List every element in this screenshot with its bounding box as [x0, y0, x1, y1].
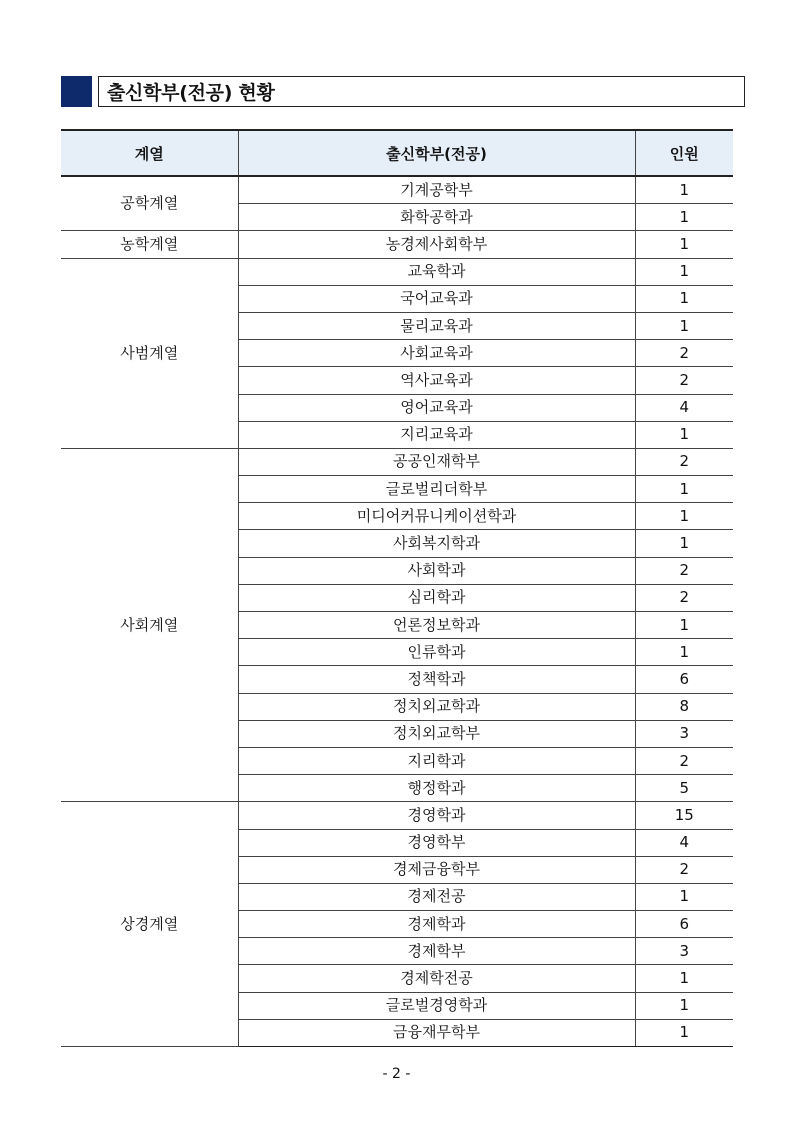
department-cell: 미디어커뮤니케이션학과: [238, 503, 635, 530]
count-cell: 1: [635, 530, 733, 557]
count-cell: 2: [635, 557, 733, 584]
count-cell: 6: [635, 911, 733, 938]
department-cell: 국어교육과: [238, 285, 635, 312]
department-cell: 정치외교학부: [238, 720, 635, 747]
table-row: [61, 231, 733, 258]
page-title: 출신학부(전공) 현황: [107, 82, 275, 104]
count-cell: 1: [635, 312, 733, 339]
header-count: 인원: [635, 130, 733, 176]
department-cell: 역사교육과: [238, 367, 635, 394]
count-cell: 6: [635, 666, 733, 693]
count-cell: 4: [635, 829, 733, 856]
count-cell: 1: [635, 503, 733, 530]
table-row: [61, 176, 733, 204]
category-cell: 공학계열: [61, 176, 238, 231]
department-cell: 경제전공: [238, 883, 635, 910]
count-cell: 1: [635, 965, 733, 992]
department-cell: 지리교육과: [238, 421, 635, 448]
department-cell: 글로벌경영학과: [238, 992, 635, 1019]
count-cell: 2: [635, 856, 733, 883]
count-cell: 1: [635, 176, 733, 204]
category-cell: 상경계열: [61, 802, 238, 1047]
department-cell: 인류학과: [238, 639, 635, 666]
count-cell: 1: [635, 883, 733, 910]
category-cell: 사회계열: [61, 448, 238, 801]
count-cell: 1: [635, 639, 733, 666]
table-row: [61, 448, 733, 475]
category-cell: 사범계열: [61, 258, 238, 448]
department-cell: 사회학과: [238, 557, 635, 584]
table-header-row: [61, 130, 733, 176]
department-cell: 경영학부: [238, 829, 635, 856]
title-marker-square: [61, 76, 92, 107]
table-body: [61, 176, 733, 1047]
count-cell: 1: [635, 992, 733, 1019]
count-cell: 1: [635, 1019, 733, 1046]
count-cell: 2: [635, 367, 733, 394]
count-cell: 1: [635, 476, 733, 503]
department-cell: 농경제사회학부: [238, 231, 635, 258]
department-cell: 공공인재학부: [238, 448, 635, 475]
department-cell: 사회복지학과: [238, 530, 635, 557]
major-table: [61, 129, 733, 1047]
section-title-box: [61, 76, 737, 107]
count-cell: 3: [635, 938, 733, 965]
department-cell: 경제학전공: [238, 965, 635, 992]
header-department: 출신학부(전공): [238, 130, 635, 176]
category-cell: 농학계열: [61, 231, 238, 258]
title-bar: [98, 76, 745, 107]
department-cell: 금융재무학부: [238, 1019, 635, 1046]
department-cell: 정책학과: [238, 666, 635, 693]
count-cell: 1: [635, 612, 733, 639]
department-cell: 화학공학과: [238, 204, 635, 231]
header-category: 계열: [61, 130, 238, 176]
count-cell: 15: [635, 802, 733, 829]
count-cell: 1: [635, 258, 733, 285]
count-cell: 3: [635, 720, 733, 747]
page-number: - 2 -: [382, 1066, 411, 1082]
department-cell: 경제금융학부: [238, 856, 635, 883]
department-cell: 정치외교학과: [238, 693, 635, 720]
department-cell: 경제학부: [238, 938, 635, 965]
table-row: [61, 802, 733, 829]
department-cell: 사회교육과: [238, 340, 635, 367]
count-cell: 2: [635, 448, 733, 475]
count-cell: 1: [635, 421, 733, 448]
count-cell: 5: [635, 775, 733, 802]
department-cell: 교육학과: [238, 258, 635, 285]
department-cell: 언론정보학과: [238, 612, 635, 639]
department-cell: 글로벌리더학부: [238, 476, 635, 503]
count-cell: 1: [635, 204, 733, 231]
department-cell: 경영학과: [238, 802, 635, 829]
department-cell: 지리학과: [238, 747, 635, 774]
count-cell: 4: [635, 394, 733, 421]
count-cell: 1: [635, 285, 733, 312]
department-cell: 행정학과: [238, 775, 635, 802]
count-cell: 8: [635, 693, 733, 720]
department-cell: 기계공학부: [238, 176, 635, 204]
count-cell: 1: [635, 231, 733, 258]
department-cell: 경제학과: [238, 911, 635, 938]
department-cell: 영어교육과: [238, 394, 635, 421]
department-cell: 물리교육과: [238, 312, 635, 339]
table-row: [61, 258, 733, 285]
count-cell: 2: [635, 340, 733, 367]
count-cell: 2: [635, 747, 733, 774]
count-cell: 2: [635, 584, 733, 611]
department-cell: 심리학과: [238, 584, 635, 611]
